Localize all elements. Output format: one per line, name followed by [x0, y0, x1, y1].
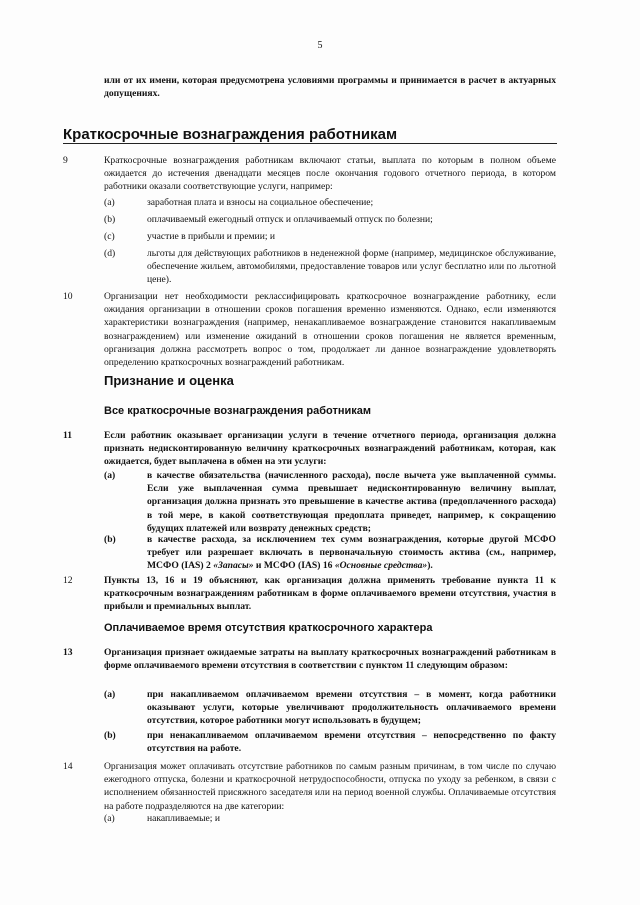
paragraph-number-13: 13 — [63, 647, 73, 658]
subheading-all-short-term: Все краткосрочные вознаграждения работникам — [104, 405, 372, 417]
list-label: (a) — [104, 197, 115, 208]
list-label: (a) — [104, 689, 116, 700]
section-heading-recognition: Признание и оценка — [104, 373, 234, 388]
reference-title: «Запасы» — [213, 560, 254, 572]
paragraph-number-10: 10 — [63, 291, 73, 302]
heading-underline — [63, 143, 557, 144]
paragraph-13-text: Организация признает ожидаемые затраты на выплату краткосрочных вознаграждений работникам в форме оплачиваемого времени отсутствия в соответствии с пунктом 11 следующим образом: — [104, 647, 556, 672]
list-item: участие в прибыли и премии; и — [147, 231, 276, 242]
paragraph-10-text: Организации нет необходимости реклассифицировать краткосрочное вознаграждение работнику, если ожидания организации в отношении сроков погашения временно изменяются. Однако, если изменяются характеристики вознаграждения (например, ненакапливаемое вознаграждение становится накапливаемым вознаграждением) или изменение ожиданий в отношении сроков погашения не является временным, организация должна рассмотреть вопрос о том, продолжает ли данное вознаграждение удовлетворять определению краткосрочных вознаграждений работникам. — [104, 291, 556, 369]
paragraph-number-14: 14 — [63, 761, 73, 772]
paragraph-9-text: Краткосрочные вознаграждения работникам включают статьи, выплата по которым в полном объеме ожидается до истечения двенадцати месяцев после окончания годового отчетного периода, в котором работники оказали соответствующие услуги, например: — [104, 155, 556, 193]
list-label: (a) — [104, 470, 116, 481]
list-item-text: в качестве расхода, за исключением тех сумм вознаграждения, которые другой МСФО требует или разрешает включать в первоначальную стоимость актива (см., например, МСФО (IAS) 2 — [147, 534, 556, 572]
section-heading-short-term: Краткосрочные вознаграждения работникам — [63, 126, 398, 143]
list-item-text: и МСФО (IAS) 16 — [253, 560, 335, 572]
paragraph-number-11: 11 — [63, 430, 73, 441]
subheading-paid-absences: Оплачиваемое время отсутствия краткосрочного характера — [104, 622, 433, 634]
paragraph-11-text: Если работник оказывает организации услуги в течение отчетного периода, организация должна признать недисконтированную величину краткосрочных вознаграждений работникам, которая, как ожидается, будет выплачена в обмен на эти услуги: — [104, 430, 556, 468]
page-number: 5 — [317, 40, 323, 51]
list-item: заработная плата и взносы на социальное обеспечение; — [147, 197, 374, 208]
list-item: льготы для действующих работников в неденежной форме (например, медицинское обслуживание, обеспечение жильем, автомобилями, предоставление товаров или услуг бесплатно или по льготной цене). — [147, 248, 556, 286]
list-label: (b) — [104, 730, 116, 741]
list-label: (d) — [104, 248, 116, 259]
paragraph-14-text: Организация может оплачивать отсутствие работников по самым разным причинам, в том числе по случаю ежегодного отпуска, болезни и краткосрочной нетрудоспособности, отпуска по уходу за ребенком, в связи с исполнением обязанностей присяжного заседателя или на период военной службы. Оплачиваемые отсутствия на работе подразделяются на две категории: — [104, 761, 556, 812]
list-label: (b) — [104, 534, 116, 545]
list-item: при ненакапливаемом оплачиваемом времени отсутствия – непосредственно по факту отсутствия на работе. — [147, 730, 556, 755]
list-item: при накапливаемом оплачиваемом времени отсутствия – в момент, когда работники оказывают услуги, которые увеличивают продолжительность оплачиваемого времени отсутствия, которое работники могут использовать в будущем; — [147, 689, 556, 727]
paragraph-number-12: 12 — [63, 575, 73, 586]
list-item-text: ). — [427, 560, 433, 572]
list-item — [147, 533, 556, 573]
list-label: (b) — [104, 214, 116, 225]
intro-paragraph: или от их имени, которая предусмотрена условиями программы и принимается в расчет в актуарных допущениях. — [104, 75, 556, 100]
paragraph-12-text: Пункты 13, 16 и 19 объясняют, как организация должна применять требование пункта 11 к краткосрочным вознаграждениям работникам в форме оплачиваемого времени отсутствия, участия в прибыли и премиальных выплат. — [104, 575, 556, 613]
list-item: накапливаемые; и — [147, 813, 220, 824]
list-label: (c) — [104, 231, 115, 242]
list-item: оплачиваемый ежегодный отпуск и оплачиваемый отпуск по болезни; — [147, 214, 433, 225]
paragraph-number-9: 9 — [63, 155, 68, 166]
list-item: в качестве обязательства (начисленного расхода), после вычета уже выплаченной суммы. Если уже выплаченная сумма превышает недисконтированную величину выплат, организация должна признать это превышение в качестве актива (предоплаченного расхода) в той мере, в какой соответствующая предоплата приведет, например, к сокращению будущих платежей или возврату денежных средств; — [147, 470, 556, 534]
list-label: (a) — [104, 813, 115, 824]
reference-title: «Основные средства» — [334, 560, 428, 572]
